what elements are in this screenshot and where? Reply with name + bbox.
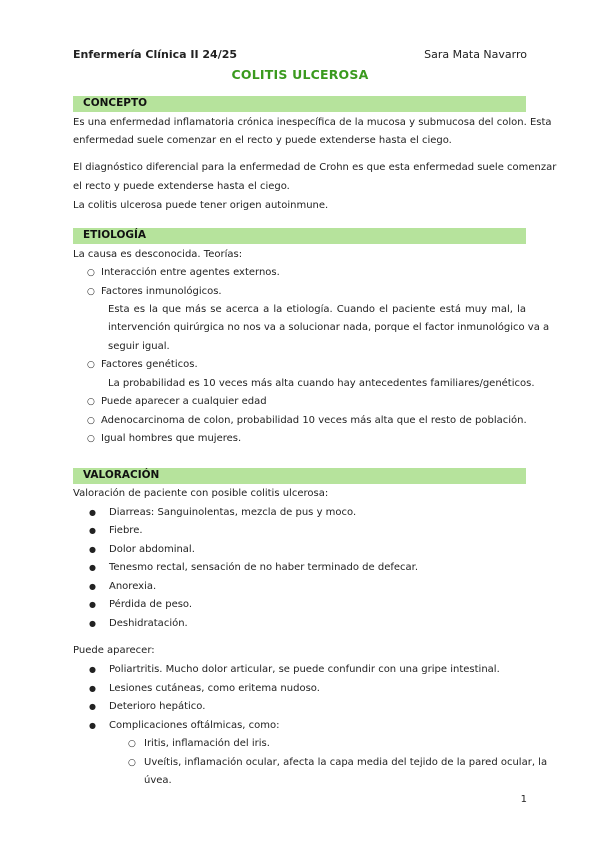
list-item: Deshidratación. (109, 618, 188, 629)
hollow-bullet-icon: ○ (87, 397, 95, 407)
solid-bullet-icon: ● (89, 508, 96, 517)
hollow-bullet-icon: ○ (87, 416, 95, 426)
paragraph-line: El diagnóstico diferencial para la enfermedad de Crohn es que esta enfermedad suele comenzar (73, 162, 557, 173)
paragraph-line: Es una enfermedad inflamatoria crónica inespecífica de la mucosa y submucosa del colon. Esta (73, 117, 552, 128)
section-heading-label: VALORACIÓN (83, 469, 160, 481)
hollow-bullet-icon: ○ (128, 758, 136, 768)
paragraph-line: enfermedad suele comenzar en el recto y puede extenderse hasta el ciego. (73, 135, 452, 146)
solid-bullet-icon: ● (89, 563, 96, 572)
header-course: Enfermería Clínica II 24/25 (73, 48, 238, 61)
list-item: Poliartritis. Mucho dolor articular, se puede confundir con una gripe intestinal. (109, 664, 500, 675)
list-item: Pérdida de peso. (109, 599, 193, 610)
solid-bullet-icon: ● (89, 600, 96, 609)
list-item: Tenesmo rectal, sensación de no haber terminado de defecar. (109, 562, 419, 573)
solid-bullet-icon: ● (89, 545, 96, 554)
note-line: seguir igual. (108, 341, 170, 352)
sub-list-item: Iritis, inflamación del iris. (144, 738, 270, 749)
list-item: Fiebre. (109, 525, 143, 536)
list-item: Factores genéticos. (101, 359, 198, 370)
list-item: Adenocarcinoma de colon, probabilidad 10 veces más alta que el resto de población. (101, 415, 527, 426)
list-item: Lesiones cutáneas, como eritema nudoso. (109, 683, 320, 694)
paragraph-line: La colitis ulcerosa puede tener origen autoinmune. (73, 200, 329, 211)
solid-bullet-icon: ● (89, 619, 96, 628)
hollow-bullet-icon: ○ (87, 268, 95, 278)
list-item: Complicaciones oftálmicas, como: (109, 720, 280, 731)
hollow-bullet-icon: ○ (87, 287, 95, 297)
list-item: Deterioro hepático. (109, 701, 206, 712)
section-heading-valoracion (73, 468, 526, 484)
hollow-bullet-icon: ○ (87, 434, 95, 444)
hollow-bullet-icon: ○ (87, 360, 95, 370)
solid-bullet-icon: ● (89, 702, 96, 711)
header-author: Sara Mata Navarro (424, 48, 527, 61)
section-heading-concepto (73, 96, 526, 112)
section-heading-label: CONCEPTO (83, 97, 148, 109)
solid-bullet-icon: ● (89, 665, 96, 674)
page-number: 1 (520, 794, 527, 805)
section-heading-etiologia (73, 228, 526, 244)
list-item: Dolor abdominal. (109, 544, 195, 555)
list-item: Anorexia. (109, 581, 157, 592)
hollow-bullet-icon: ○ (128, 739, 136, 749)
sub-list-item-continued: úvea. (144, 775, 172, 786)
list-item: Interacción entre agentes externos. (101, 267, 280, 278)
list-item: Igual hombres que mujeres. (101, 433, 242, 444)
list-item: Puede aparecer a cualquier edad (101, 396, 267, 407)
solid-bullet-icon: ● (89, 526, 96, 535)
section-intro: La causa es desconocida. Teorías: (73, 249, 243, 260)
list-item: Factores inmunológicos. (101, 286, 222, 297)
list-item: Diarreas: Sanguinolentas, mezcla de pus y moco. (109, 507, 357, 518)
solid-bullet-icon: ● (89, 684, 96, 693)
section-heading-label: ETIOLOGÍA (83, 229, 147, 241)
solid-bullet-icon: ● (89, 721, 96, 730)
note-line: La probabilidad es 10 veces más alta cuando hay antecedentes familiares/genéticos. (108, 378, 535, 389)
section-intro: Valoración de paciente con posible colitis ulcerosa: (73, 488, 329, 499)
solid-bullet-icon: ● (89, 582, 96, 591)
document-title: COLITIS ULCEROSA (231, 67, 369, 82)
note-line: intervención quirúrgica no nos va a solucionar nada, porque el factor inmunológico va a (108, 322, 550, 333)
section-intro: Puede aparecer: (73, 645, 155, 656)
note-line: Esta es la que más se acerca a la etiología. Cuando el paciente está muy mal, la (108, 304, 526, 315)
sub-list-item: Uveítis, inflamación ocular, afecta la capa media del tejido de la pared ocular, la (144, 757, 548, 768)
paragraph-line: el recto y puede extenderse hasta el ciego. (73, 181, 290, 192)
